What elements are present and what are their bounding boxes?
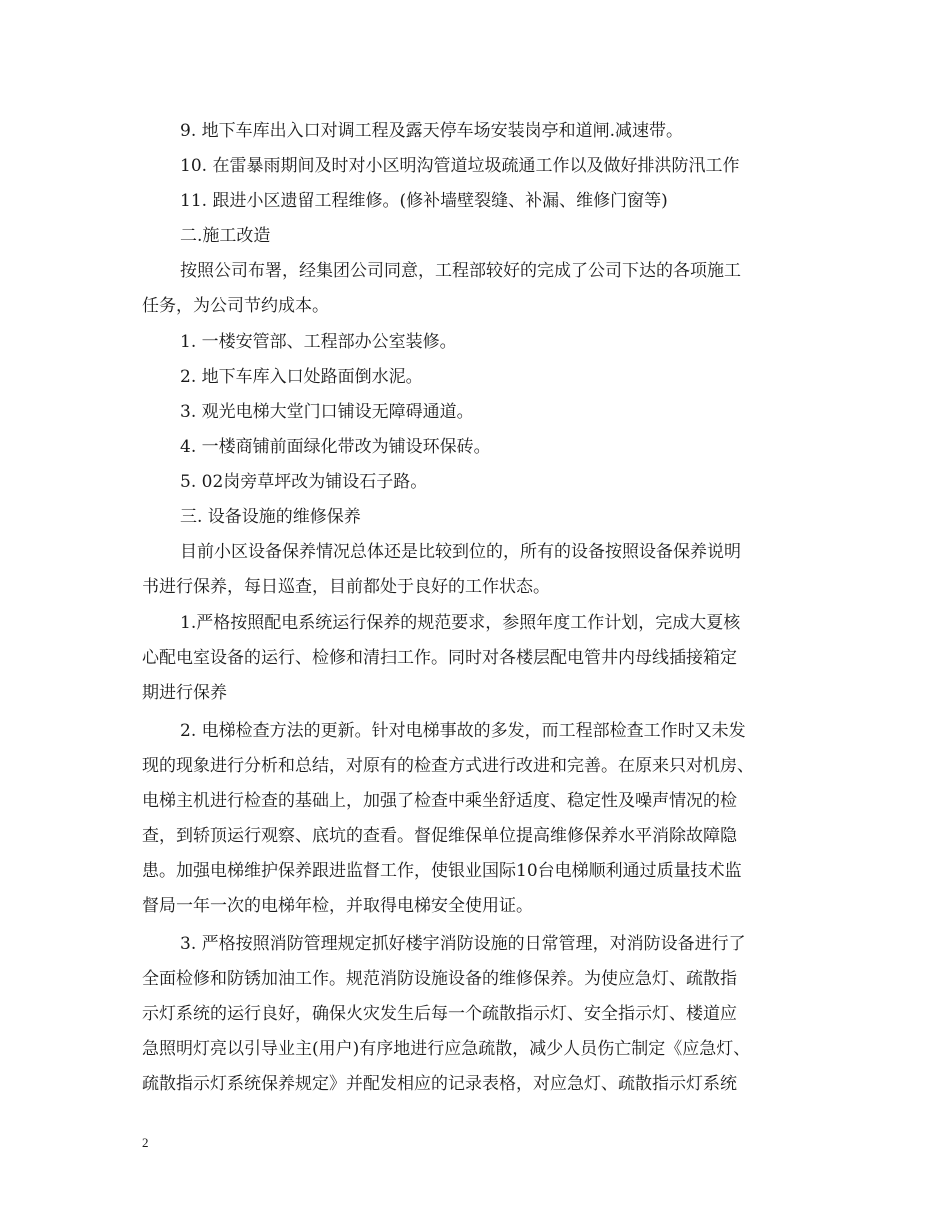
text-line-26: 示灯系统的运行良好，确保火灾发生后每一个疏散指示灯、安全指示灯、楼道应 [142, 1004, 737, 1024]
text-line-2: 10. 在雷暴雨期间及时对小区明沟管道垃圾疏通工作以及做好排洪防汛工作 [180, 156, 740, 176]
text-line-15: 1.严格按照配电系统运行保养的规范要求，参照年度工作计划，完成大夏核 [180, 613, 741, 633]
section-heading-2: 二.施工改造 [180, 226, 271, 246]
text-line-24: 3. 严格按照消防管理规定抓好楼宇消防设施的日常管理，对消防设备进行了 [180, 934, 746, 954]
text-line-13: 目前小区设备保养情况总体还是比较到位的，所有的设备按照设备保养说明 [180, 542, 741, 562]
text-line-6: 任务，为公司节约成本。 [142, 296, 329, 316]
text-line-8: 2. 地下车库入口处路面倒水泥。 [180, 367, 423, 387]
text-line-21: 查，到轿顶运行观察、底坑的查看。督促维保单位提高维修保养水平消除故障隐 [142, 826, 737, 846]
text-line-23: 督局一年一次的电梯年检，并取得电梯安全使用证。 [142, 896, 533, 916]
text-line-5: 按照公司布署，经集团公司同意，工程部较好的完成了公司下达的各项施工 [180, 261, 741, 281]
text-line-20: 电梯主机进行检查的基础上，加强了检查中乘坐舒适度、稳定性及噪声情况的检 [142, 791, 737, 811]
text-line-7: 1. 一楼安管部、工程部办公室装修。 [180, 332, 457, 352]
text-line-17: 期进行保养 [142, 683, 227, 703]
text-line-25: 全面检修和防锈加油工作。规范消防设施设备的维修保养。为使应急灯、疏散指 [142, 969, 737, 989]
text-line-11: 5. 02岗旁草坪改为铺设石子路。 [180, 472, 428, 492]
text-line-27: 急照明灯亮以引导业主(用户)有序地进行应急疏散，减少人员伤亡制定《应急灯、 [142, 1039, 751, 1059]
text-line-10: 4. 一楼商铺前面绿化带改为铺设环保砖。 [180, 437, 491, 457]
text-line-28: 疏散指示灯系统保养规定》并配发相应的记录表格，对应急灯、疏散指示灯系统 [142, 1074, 737, 1094]
text-line-9: 3. 观光电梯大堂门口铺设无障碍通道。 [180, 402, 474, 422]
text-line-1: 9. 地下车库出入口对调工程及露天停车场安装岗亭和道闸.减速带。 [180, 121, 684, 141]
text-line-19: 现的现象进行分析和总结，对原有的检查方式进行改进和完善。在原来只对机房、 [142, 756, 754, 776]
section-heading-3: 三. 设备设施的维修保养 [180, 507, 361, 527]
text-line-3: 11. 跟进小区遗留工程维修。(修补墙壁裂缝、补漏、维修门窗等) [180, 191, 668, 211]
page-number: 2 [142, 1135, 149, 1150]
text-line-22: 患。加强电梯维护保养跟进监督工作，使银业国际10台电梯顺利通过质量技术监 [142, 861, 742, 881]
text-line-16: 心配电室设备的运行、检修和清扫工作。同时对各楼层配电管井内母线插接箱定 [142, 648, 737, 668]
text-line-14: 书进行保养，每日巡查，目前都处于良好的工作状态。 [142, 577, 550, 597]
text-line-18: 2. 电梯检查方法的更新。针对电梯事故的多发，而工程部检查工作时又未发 [180, 721, 746, 741]
